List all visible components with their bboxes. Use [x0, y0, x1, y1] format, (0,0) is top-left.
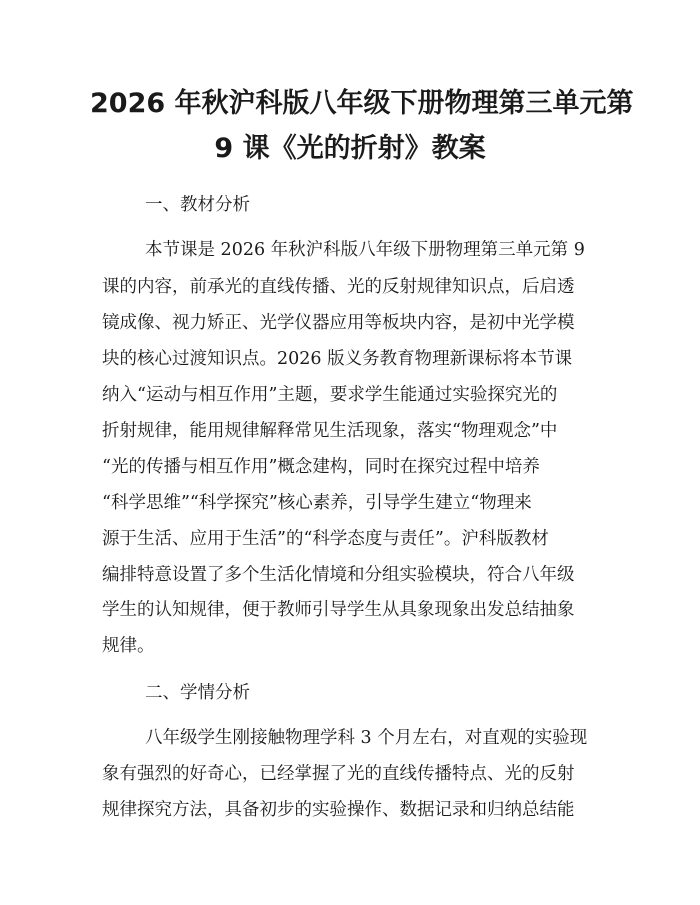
paragraph-line: 折射规律，能用规律解释常见生活现象，落实“物理观念”中 [102, 421, 558, 441]
paragraph-line: 规律探究方法，具备初步的实验操作、数据记录和归纳总结能 [102, 800, 575, 820]
paragraph-line: 学生的认知规律，便于教师引导学生从具象现象出发总结抽象 [102, 600, 575, 620]
paragraph-line: “科学思维”“科学探究”核心素养，引导学生建立“物理来 [102, 493, 532, 513]
paragraph-line: “光的传播与相互作用”概念建构，同时在探究过程中培养 [102, 457, 540, 477]
paragraph-line: 象有强烈的好奇心，已经掌握了光的直线传播特点、光的反射 [102, 764, 575, 784]
paragraph-line: 编排特意设置了多个生活化情境和分组实验模块，符合八年级 [102, 565, 575, 585]
paragraph-line: 规律。 [102, 636, 155, 656]
paragraph-line: 八年级学生刚接触物理学科 3 个月左右，对直观的实验现 [145, 728, 588, 748]
paragraph-line: 源于生活、应用于生活”的“科学态度与责任”。沪科版教材 [102, 529, 549, 549]
paragraph-line: 镜成像、视力矫正、光学仪器应用等板块内容，是初中光学模 [102, 313, 575, 333]
section-heading-textbook-analysis: 一、教材分析 [145, 195, 250, 215]
section-heading-student-analysis: 二、学情分析 [145, 683, 250, 703]
paragraph-line: 块的核心过渡知识点。2026 版义务教育物理新课标将本节课 [102, 349, 573, 369]
document-title-line-2: 9 课《光的折射》教案 [214, 133, 486, 164]
paragraph-line: 本节课是 2026 年秋沪科版八年级下册物理第三单元第 9 [145, 240, 585, 260]
paragraph-line: 纳入“运动与相互作用”主题，要求学生能通过实验探究光的 [102, 385, 558, 405]
paragraph-line: 课的内容，前承光的直线传播、光的反射规律知识点，后启透 [102, 277, 575, 297]
document-title-line-1: 2026 年秋沪科版八年级下册物理第三单元第 [90, 88, 634, 119]
